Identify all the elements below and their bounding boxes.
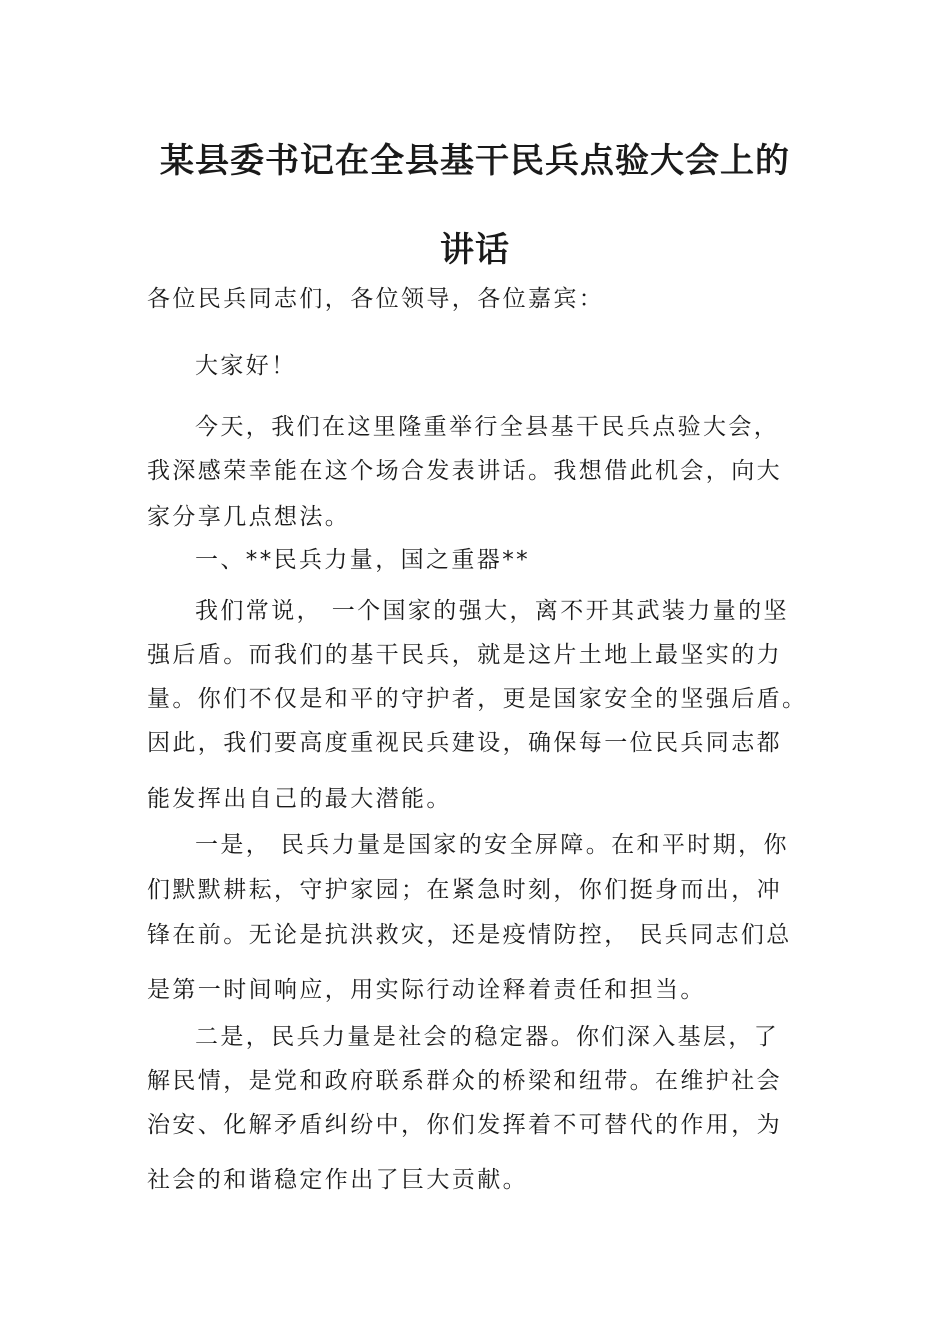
body-line: 强后盾。而我们的基干民兵，就是这片土地上最坚实的力 [147, 642, 782, 668]
document-title-line-2: 讲话 [440, 230, 510, 270]
body-line: 治安、化解矛盾纠纷中，你们发挥着不可替代的作用，为 [147, 1112, 782, 1138]
greeting: 大家好！ [195, 353, 297, 379]
salutation: 各位民兵同志们，各位领导，各位嘉宾： [147, 286, 605, 312]
body-line: 家分享几点想法。 [147, 504, 351, 530]
section-heading: 一、**民兵力量，国之重器** [195, 547, 530, 573]
body-line: 二是，民兵力量是社会的稳定器。你们深入基层，了 [195, 1024, 780, 1050]
body-line: 我深感荣幸能在这个场合发表讲话。我想借此机会，向大 [147, 458, 782, 484]
body-line: 能发挥出自己的最大潜能。 [147, 786, 452, 812]
body-line: 我们常说， 一个国家的强大，离不开其武装力量的坚 [195, 598, 789, 624]
body-line: 一是， 民兵力量是国家的安全屏障。在和平时期，你 [195, 832, 789, 858]
body-line: 社会的和谐稳定作出了巨大贡献。 [147, 1167, 528, 1193]
body-line: 因此，我们要高度重视民兵建设，确保每一位民兵同志都 [147, 730, 782, 756]
document-title-line-1: 某县委书记在全县基干民兵点验大会上的 [160, 141, 790, 181]
body-line: 们默默耕耘，守护家园；在紧急时刻，你们挺身而出，冲 [147, 877, 782, 903]
body-line: 解民情，是党和政府联系群众的桥梁和纽带。在维护社会 [147, 1068, 782, 1094]
body-line: 是第一时间响应，用实际行动诠释着责任和担当。 [147, 977, 706, 1003]
body-line: 今天，我们在这里隆重举行全县基干民兵点验大会， [195, 414, 780, 440]
body-line: 锋在前。无论是抗洪救灾，还是疫情防控， 民兵同志们总 [147, 922, 792, 948]
body-line: 量。你们不仅是和平的守护者，更是国家安全的坚强后盾。 [147, 686, 808, 712]
